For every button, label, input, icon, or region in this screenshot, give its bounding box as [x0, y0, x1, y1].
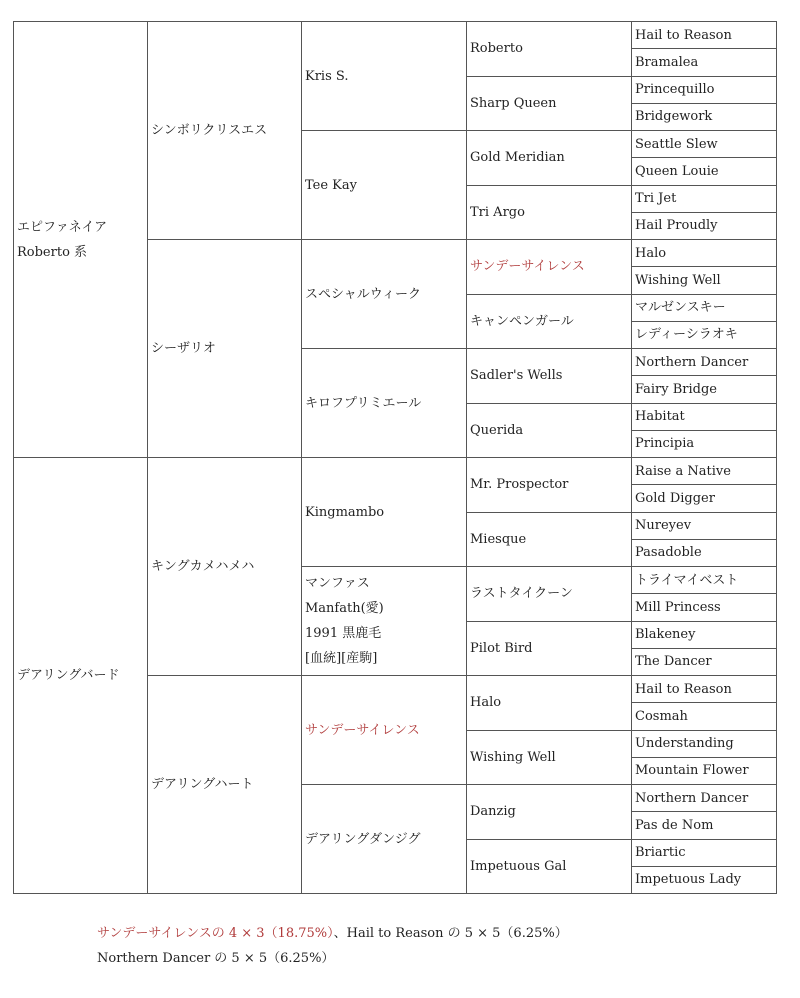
sd-cell: シーザリオ: [148, 240, 302, 458]
sire-line: Roberto 系: [17, 244, 88, 260]
dsd-cell: [302, 567, 467, 676]
g5-cell: Halo: [632, 240, 777, 267]
g5-cell: Bramalea: [632, 49, 777, 76]
g5-cell: Principia: [632, 430, 777, 457]
ss-cell: シンボリクリスエス: [148, 22, 302, 240]
g5-cell: Cosmah: [632, 703, 777, 730]
sdds-cell: Sadler's Wells: [467, 349, 632, 404]
dam-cell: デアリングバード: [14, 458, 148, 894]
dss-cell: Kingmambo: [302, 458, 467, 567]
dssd-cell: Miesque: [467, 512, 632, 567]
inbreeding-note-hail-to-reason: 、Hail to Reason の 5 × 5（6.25%）: [333, 926, 568, 941]
g5-cell: Fairy Bridge: [632, 376, 777, 403]
sddd-cell: Querida: [467, 403, 632, 458]
dd-cell: デアリングハート: [148, 676, 302, 894]
g5-cell: Mountain Flower: [632, 757, 777, 784]
g5-cell: Hail to Reason: [632, 22, 777, 49]
dsd-name-en: Manfath(愛): [305, 601, 384, 616]
ds-cell: キングカメハメハ: [148, 458, 302, 676]
g5-cell: Raise a Native: [632, 458, 777, 485]
g5-cell: Pasadoble: [632, 539, 777, 566]
g5-cell: Pas de Nom: [632, 812, 777, 839]
g5-cell: Hail to Reason: [632, 676, 777, 703]
dsds-cell: ラストタイクーン: [467, 567, 632, 622]
ddd-cell: デアリングダンジグ: [302, 785, 467, 894]
g5-cell: Briartic: [632, 839, 777, 866]
sss-cell: Kris S.: [302, 22, 467, 131]
pedigree-table: [13, 21, 777, 894]
dsdd-cell: Pilot Bird: [467, 621, 632, 676]
g5-cell: Northern Dancer: [632, 785, 777, 812]
ddds-cell: Danzig: [467, 785, 632, 840]
g5-cell: Gold Digger: [632, 485, 777, 512]
dsss-cell: Mr. Prospector: [467, 458, 632, 513]
g5-cell: Wishing Well: [632, 267, 777, 294]
sire-cell: [14, 22, 148, 458]
inbreeding-note-line1: [97, 922, 568, 941]
g5-cell: Princequillo: [632, 76, 777, 103]
sds-cell: スペシャルウィーク: [302, 240, 467, 349]
inbreeding-note-line2: Northern Dancer の 5 × 5（6.25%）: [97, 951, 335, 966]
g5-cell: The Dancer: [632, 648, 777, 675]
sdsd-cell: キャンペンガール: [467, 294, 632, 349]
ssds-cell: Gold Meridian: [467, 131, 632, 186]
dds-cell-highlight: サンデーサイレンス: [302, 676, 467, 785]
g5-cell: Tri Jet: [632, 185, 777, 212]
sdss-cell-highlight: サンデーサイレンス: [467, 240, 632, 295]
dsd-links[interactable]: [血統][産駒]: [305, 651, 378, 666]
ddsd-cell: Wishing Well: [467, 730, 632, 785]
g5-cell: Northern Dancer: [632, 349, 777, 376]
inbreeding-note-sunday-silence: サンデーサイレンスの 4 × 3（18.75%）: [97, 926, 334, 941]
g5-cell: Understanding: [632, 730, 777, 757]
sire-name: エピファネイア: [17, 219, 108, 235]
ddss-cell: Halo: [467, 676, 632, 731]
dddd-cell: Impetuous Gal: [467, 839, 632, 894]
g5-cell: Nureyev: [632, 512, 777, 539]
g5-cell: レディーシラオキ: [632, 321, 777, 348]
ssdd-cell: Tri Argo: [467, 185, 632, 240]
g5-cell: Habitat: [632, 403, 777, 430]
g5-cell: Mill Princess: [632, 594, 777, 621]
g5-cell: Hail Proudly: [632, 212, 777, 239]
g5-cell: Blakeney: [632, 621, 777, 648]
ssd-cell: Tee Kay: [302, 131, 467, 240]
g5-cell: Queen Louie: [632, 158, 777, 185]
dsd-name-ja: マンファス: [305, 576, 370, 591]
g5-cell: Impetuous Lady: [632, 866, 777, 893]
g5-cell: マルゼンスキー: [632, 294, 777, 321]
g5-cell: トライマイベスト: [632, 567, 777, 594]
ssss-cell: Roberto: [467, 22, 632, 77]
g5-cell: Bridgework: [632, 103, 777, 130]
dsd-info: 1991 黒鹿毛: [305, 626, 382, 641]
g5-cell: Seattle Slew: [632, 131, 777, 158]
sdd-cell: キロフプリミエール: [302, 349, 467, 458]
sssd-cell: Sharp Queen: [467, 76, 632, 131]
